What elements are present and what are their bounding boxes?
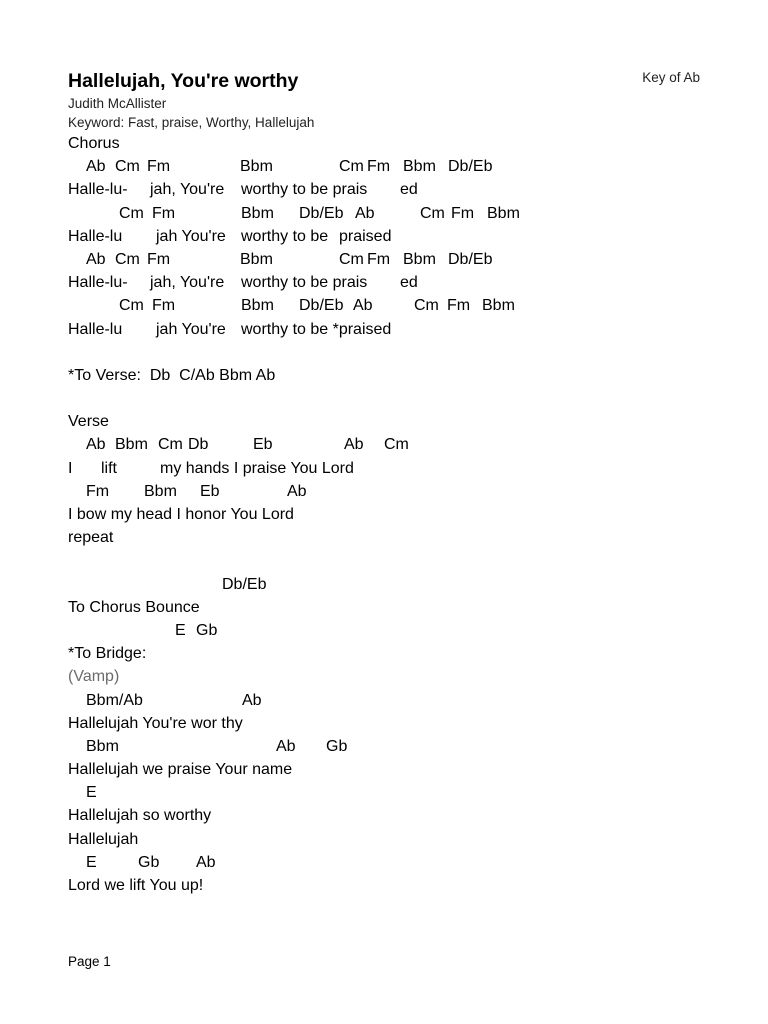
- sheet-token: Cm: [339, 158, 364, 176]
- page-number: Page 1: [68, 954, 111, 969]
- sheet-token: Bbm: [240, 250, 273, 268]
- sheet-token: Verse: [68, 413, 109, 431]
- sheet-token: jah You're: [156, 227, 226, 245]
- chord-sheet-body: [68, 132, 708, 897]
- sheet-token: *To Verse: Db C/Ab Bbm Ab: [68, 366, 276, 384]
- sheet-line: [68, 804, 708, 827]
- sheet-line: [68, 642, 708, 665]
- sheet-line: [68, 248, 708, 271]
- blank-line: [68, 549, 708, 572]
- sheet-line: [68, 364, 708, 387]
- sheet-token: Db/Eb: [448, 250, 493, 268]
- sheet-token: Bbm: [403, 158, 436, 176]
- sheet-token: Cm: [119, 297, 144, 315]
- sheet-token: Fm: [367, 250, 391, 268]
- sheet-line: [68, 410, 708, 433]
- sheet-token: Cm: [384, 436, 409, 454]
- sheet-token: Bbm/Ab: [86, 691, 143, 709]
- sheet-token: Ab: [344, 436, 364, 454]
- sheet-token: Fm: [367, 158, 391, 176]
- sheet-token: Bbm: [403, 250, 436, 268]
- sheet-line: [68, 735, 708, 758]
- sheet-token: Ab: [196, 853, 216, 871]
- sheet-token: Chorus: [68, 135, 120, 152]
- sheet-token: Gb: [138, 853, 160, 871]
- sheet-token: Eb: [200, 482, 220, 500]
- sheet-token: Bbm: [482, 297, 515, 315]
- sheet-token: worthy to be prais: [241, 181, 368, 199]
- sheet-token: jah, You're: [150, 274, 225, 292]
- sheet-token: E: [86, 784, 97, 802]
- sheet-line: [68, 874, 708, 897]
- sheet-token: Halle-lu: [68, 227, 123, 245]
- sheet-token: Ab: [86, 436, 106, 454]
- sheet-token: Hallelujah You're wor thy: [68, 714, 243, 732]
- sheet-token: Db: [188, 436, 209, 454]
- sheet-line: [68, 828, 708, 851]
- sheet-line: [68, 155, 708, 178]
- sheet-token: Bbm: [144, 482, 177, 500]
- sheet-token: Cm: [119, 204, 144, 222]
- sheet-line: [68, 665, 708, 688]
- sheet-token: Cm: [115, 158, 140, 176]
- sheet-token: Hallelujah: [68, 830, 139, 848]
- sheet-token: jah, You're: [150, 181, 225, 199]
- sheet-token: worthy to be *praised: [241, 320, 392, 338]
- sheet-token: Ab: [276, 737, 296, 755]
- sheet-line: [68, 271, 708, 294]
- sheet-token: Gb: [196, 621, 218, 639]
- sheet-token: I bow my head I honor You Lord: [68, 506, 294, 523]
- sheet-token: *To Bridge:: [68, 645, 147, 663]
- sheet-token: Hallelujah we praise Your name: [68, 761, 293, 779]
- sheet-token: Fm: [147, 158, 171, 176]
- sheet-token: Cm: [339, 250, 364, 268]
- sheet-line: [68, 132, 708, 155]
- sheet-line: [68, 433, 708, 456]
- sheet-token: Halle-lu-: [68, 274, 128, 292]
- sheet-token: Bbm: [241, 297, 274, 315]
- sheet-line: [68, 619, 708, 642]
- song-title: Hallelujah, You're worthy: [68, 70, 299, 92]
- sheet-token: Bbm: [241, 204, 274, 222]
- sheet-line: [68, 781, 708, 804]
- sheet-token: Ab: [355, 204, 375, 222]
- sheet-token: worthy to be: [241, 227, 329, 245]
- sheet-token: Fm: [447, 297, 471, 315]
- sheet-token: E: [175, 621, 186, 639]
- sheet-token: Fm: [86, 482, 110, 500]
- sheet-line: [68, 689, 708, 712]
- sheet-token: Cm: [158, 436, 183, 454]
- sheet-token: E: [86, 853, 97, 871]
- sheet-token: Gb: [326, 737, 348, 755]
- sheet-line: [68, 596, 708, 619]
- sheet-token: Lord we lift You up!: [68, 877, 204, 894]
- sheet-token: my hands I praise You Lord: [160, 459, 354, 477]
- sheet-line: [68, 573, 708, 596]
- blank-line: [68, 341, 708, 364]
- sheet-token: Cm: [115, 250, 140, 268]
- sheet-token: To Chorus Bounce: [68, 598, 200, 616]
- sheet-line: [68, 294, 708, 317]
- sheet-line: [68, 851, 708, 874]
- sheet-line: [68, 526, 708, 549]
- sheet-token: Fm: [451, 204, 475, 222]
- song-author: Judith McAllister: [68, 96, 167, 111]
- sheet-line: [68, 225, 708, 248]
- sheet-line: [68, 202, 708, 225]
- sheet-token: Db/Eb: [448, 158, 493, 176]
- sheet-token: Bbm: [115, 436, 148, 454]
- sheet-line: [68, 712, 708, 735]
- sheet-token: Fm: [147, 250, 171, 268]
- sheet-token: Cm: [420, 204, 445, 222]
- sheet-token: lift: [101, 459, 117, 477]
- sheet-token: Fm: [152, 204, 176, 222]
- sheet-line: [68, 503, 708, 526]
- sheet-token: Ab: [287, 482, 307, 500]
- sheet-token: Bbm: [240, 158, 273, 176]
- sheet-token: Halle-lu-: [68, 181, 128, 199]
- sheet-token: worthy to be prais: [241, 274, 368, 292]
- sheet-token: Ab: [353, 297, 373, 315]
- sheet-token: praised: [339, 227, 392, 245]
- sheet-line: [68, 480, 708, 503]
- sheet-line: [68, 318, 708, 341]
- sheet-token: Ab: [86, 158, 106, 176]
- sheet-token: Halle-lu: [68, 320, 123, 338]
- sheet-token: Bbm: [487, 204, 520, 222]
- sheet-token: Fm: [152, 297, 176, 315]
- sheet-token: Bbm: [86, 737, 119, 755]
- song-key: Key of Ab: [642, 70, 700, 85]
- song-keywords: Keyword: Fast, praise, Worthy, Hallelujah: [68, 115, 315, 130]
- blank-line: [68, 387, 708, 410]
- sheet-line: [68, 758, 708, 781]
- sheet-token: jah You're: [156, 320, 226, 338]
- sheet-line: [68, 457, 708, 480]
- sheet-token: ed: [400, 274, 418, 292]
- sheet-token: Db/Eb: [299, 204, 344, 222]
- sheet-token: Hallelujah so worthy: [68, 807, 212, 825]
- sheet-token: Db/Eb: [299, 297, 344, 315]
- sheet-token: Ab: [242, 691, 262, 709]
- sheet-token: Cm: [414, 297, 439, 315]
- sheet-token: (Vamp): [68, 668, 120, 686]
- sheet-token: ed: [400, 181, 418, 199]
- sheet-line: [68, 178, 708, 201]
- sheet-token: I: [68, 459, 73, 477]
- sheet-token: repeat: [68, 529, 114, 547]
- sheet-token: Db/Eb: [222, 575, 267, 593]
- sheet-token: Eb: [253, 436, 273, 454]
- sheet-token: Ab: [86, 250, 106, 268]
